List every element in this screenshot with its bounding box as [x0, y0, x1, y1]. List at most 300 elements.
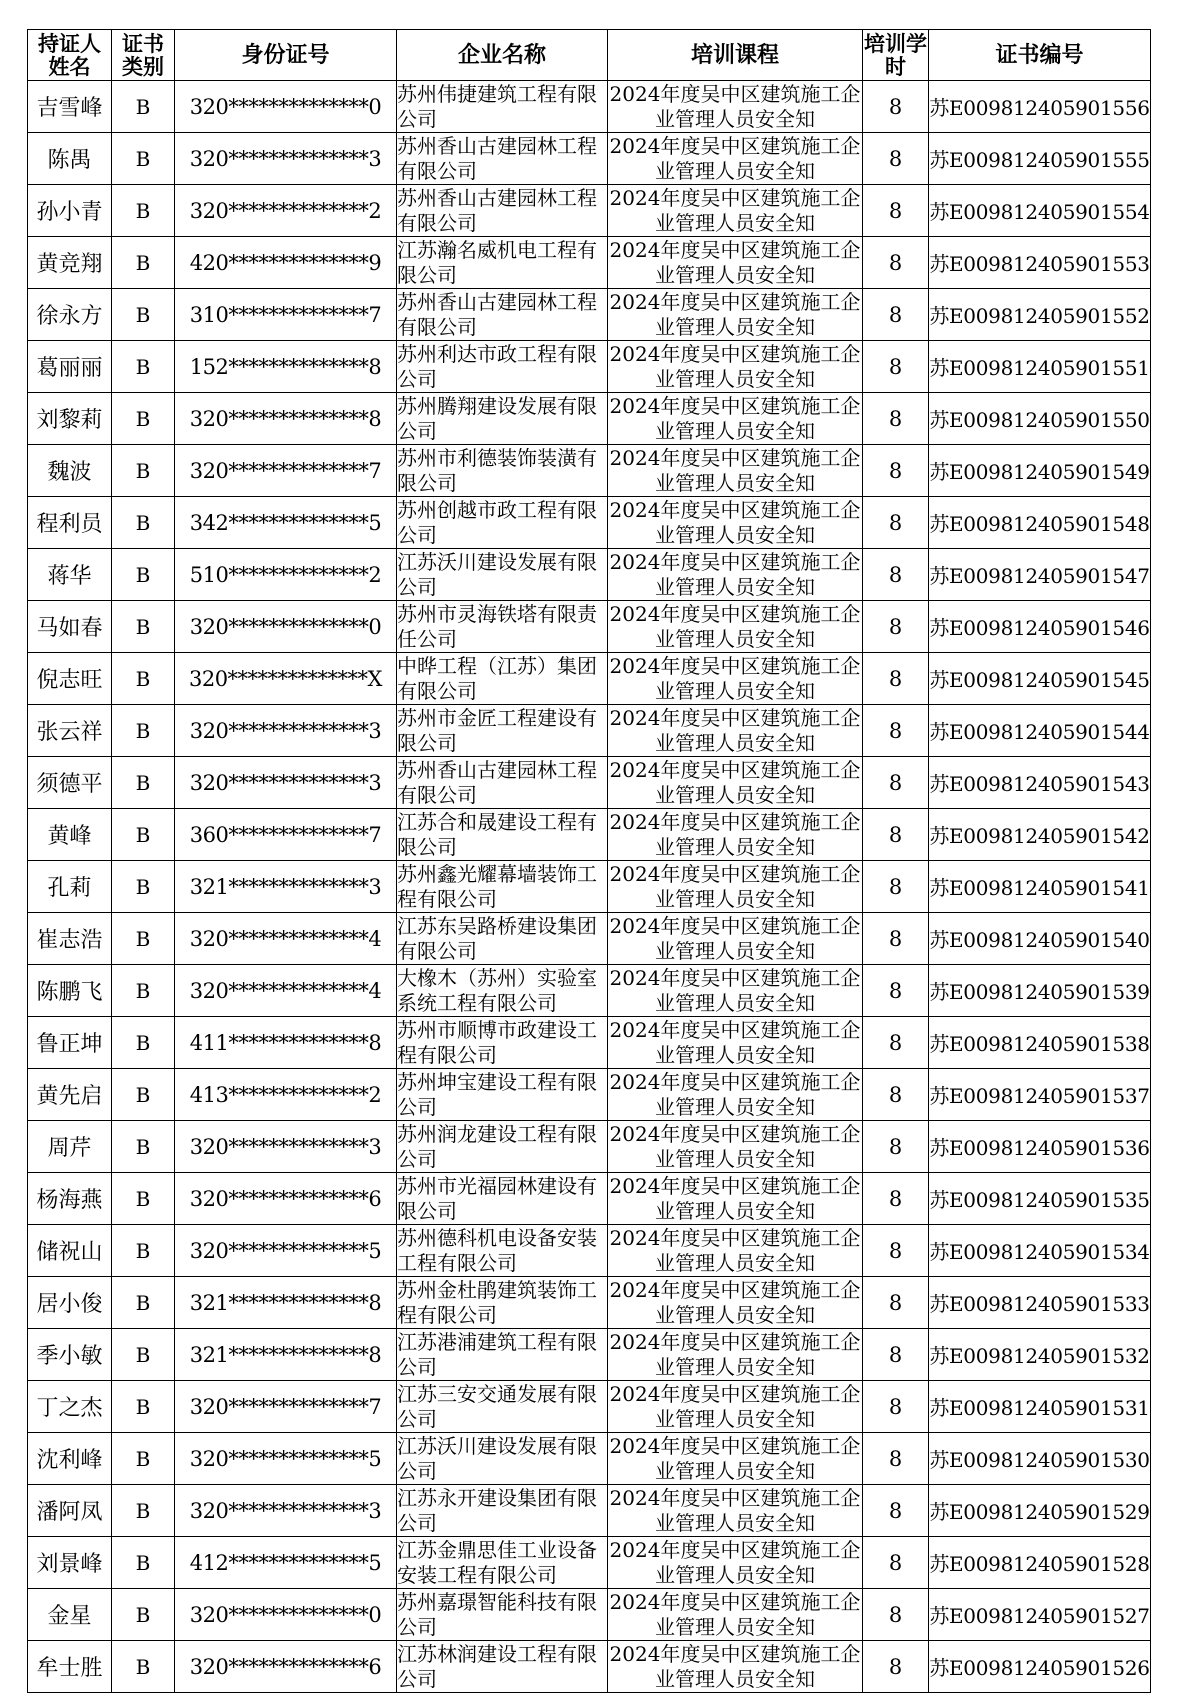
table-row: [28, 757, 1151, 809]
company-name-cell: [397, 809, 608, 861]
training-course-cell: [608, 1173, 863, 1225]
table-row: [28, 341, 1151, 393]
table-row: [28, 1017, 1151, 1069]
company-name-cell: [397, 497, 608, 549]
training-hours-cell: 8: [863, 861, 929, 913]
id-number-cell: 320**************X: [175, 653, 397, 705]
company-name-cell-text: 苏州腾翔建设发展有限公司: [397, 394, 597, 443]
holder-name-cell: 丁之杰: [28, 1381, 112, 1433]
cert-number-cell: 苏E009812405901554: [929, 185, 1151, 237]
company-name-cell: [397, 133, 608, 185]
training-course-cell-text: 2024年度吴中区建筑施工企业管理人员安全知: [609, 498, 861, 547]
training-hours-cell: 8: [863, 1017, 929, 1069]
company-name-cell: [397, 81, 608, 133]
company-name-cell-text: 苏州伟捷建筑工程有限公司: [397, 82, 597, 131]
id-number-cell: 320**************3: [175, 1485, 397, 1537]
training-course-cell: [608, 1121, 863, 1173]
id-number-cell: 320**************7: [175, 445, 397, 497]
company-name-cell-text: 大橡木（苏州）实验室系统工程有限公司: [397, 966, 597, 1015]
cert-type-cell: B: [112, 1017, 175, 1069]
training-hours-cell: 8: [863, 757, 929, 809]
cert-type-cell: B: [112, 1433, 175, 1485]
training-hours-cell: 8: [863, 809, 929, 861]
company-name-cell: [397, 341, 608, 393]
company-name-cell: [397, 1641, 608, 1693]
training-course-cell: [608, 965, 863, 1017]
holder-name-cell: 魏波: [28, 445, 112, 497]
cert-type-cell: B: [112, 549, 175, 601]
cert-type-cell: B: [112, 601, 175, 653]
table-row: [28, 81, 1151, 133]
id-number-cell: 360**************7: [175, 809, 397, 861]
training-course-cell-text: 2024年度吴中区建筑施工企业管理人员安全知: [609, 550, 861, 599]
company-name-cell: [397, 1225, 608, 1277]
cert-number-cell: 苏E009812405901530: [929, 1433, 1151, 1485]
company-name-cell-text: 苏州德科机电设备安装工程有限公司: [397, 1226, 597, 1275]
id-number-cell: 420**************9: [175, 237, 397, 289]
training-hours-cell: 8: [863, 1433, 929, 1485]
training-hours-cell: 8: [863, 653, 929, 705]
training-course-cell-text: 2024年度吴中区建筑施工企业管理人员安全知: [609, 706, 861, 755]
company-name-cell-text: 苏州市光福园林建设有限公司: [397, 1174, 597, 1223]
cert-number-cell: 苏E009812405901537: [929, 1069, 1151, 1121]
training-course-cell: [608, 549, 863, 601]
training-course-cell: [608, 1225, 863, 1277]
training-course-cell: [608, 81, 863, 133]
company-name-cell: [397, 1433, 608, 1485]
company-name-cell-text: 苏州利达市政工程有限公司: [397, 342, 597, 391]
training-hours-cell: 8: [863, 1381, 929, 1433]
cert-type-cell: B: [112, 1225, 175, 1277]
company-name-cell: [397, 1537, 608, 1589]
cert-number-cell: 苏E009812405901534: [929, 1225, 1151, 1277]
table-row: [28, 1589, 1151, 1641]
training-hours-cell: 8: [863, 1277, 929, 1329]
company-name-cell: [397, 1329, 608, 1381]
table-row: [28, 445, 1151, 497]
cert-number-cell: 苏E009812405901527: [929, 1589, 1151, 1641]
training-course-cell-text: 2024年度吴中区建筑施工企业管理人员安全知: [609, 1018, 861, 1067]
cert-number-cell: 苏E009812405901550: [929, 393, 1151, 445]
training-course-cell-text: 2024年度吴中区建筑施工企业管理人员安全知: [609, 1590, 861, 1639]
holder-name-cell: 周芹: [28, 1121, 112, 1173]
training-course-cell-text: 2024年度吴中区建筑施工企业管理人员安全知: [609, 1538, 861, 1587]
cert-type-cell: B: [112, 185, 175, 237]
cert-number-cell: 苏E009812405901532: [929, 1329, 1151, 1381]
company-name-cell: [397, 1017, 608, 1069]
training-course-cell: [608, 445, 863, 497]
holder-name-cell: 崔志浩: [28, 913, 112, 965]
holder-name-cell: 季小敏: [28, 1329, 112, 1381]
training-hours-cell: 8: [863, 601, 929, 653]
cert-number-cell: 苏E009812405901543: [929, 757, 1151, 809]
header-row: [28, 30, 1151, 81]
holder-name-cell: 牟士胜: [28, 1641, 112, 1693]
holder-name-cell: 金星: [28, 1589, 112, 1641]
company-name-cell-text: 苏州创越市政工程有限公司: [397, 498, 597, 547]
company-name-cell: [397, 757, 608, 809]
training-course-cell-text: 2024年度吴中区建筑施工企业管理人员安全知: [609, 394, 861, 443]
company-name-cell: [397, 1121, 608, 1173]
table-row: [28, 705, 1151, 757]
table-header: [28, 30, 1151, 81]
training-course-cell: [608, 185, 863, 237]
cert-number-cell: 苏E009812405901544: [929, 705, 1151, 757]
cert-number-cell: 苏E009812405901555: [929, 133, 1151, 185]
training-course-cell-text: 2024年度吴中区建筑施工企业管理人员安全知: [609, 446, 861, 495]
training-course-cell: [608, 705, 863, 757]
header-company-name: 企业名称: [397, 30, 608, 81]
id-number-cell: 320**************0: [175, 601, 397, 653]
company-name-cell-text: 苏州香山古建园林工程有限公司: [397, 290, 597, 339]
training-hours-cell: 8: [863, 497, 929, 549]
id-number-cell: 320**************3: [175, 705, 397, 757]
id-number-cell: 320**************2: [175, 185, 397, 237]
holder-name-cell: 刘景峰: [28, 1537, 112, 1589]
training-hours-cell: 8: [863, 1329, 929, 1381]
cert-type-cell: B: [112, 1641, 175, 1693]
table-row: [28, 393, 1151, 445]
table-row: [28, 1433, 1151, 1485]
company-name-cell: [397, 185, 608, 237]
cert-type-cell: B: [112, 133, 175, 185]
cert-type-cell: B: [112, 445, 175, 497]
id-number-cell: 411**************8: [175, 1017, 397, 1069]
cert-type-cell: B: [112, 861, 175, 913]
company-name-cell-text: 苏州金杜鹃建筑装饰工程有限公司: [397, 1278, 597, 1327]
company-name-cell-text: 江苏东吴路桥建设集团有限公司: [397, 914, 597, 963]
company-name-cell-text: 江苏三安交通发展有限公司: [397, 1382, 597, 1431]
cert-type-cell: B: [112, 497, 175, 549]
training-course-cell: [608, 653, 863, 705]
cert-type-cell: B: [112, 913, 175, 965]
training-hours-cell: 8: [863, 185, 929, 237]
cert-number-cell: 苏E009812405901551: [929, 341, 1151, 393]
holder-name-cell: 张云祥: [28, 705, 112, 757]
cert-number-cell: 苏E009812405901531: [929, 1381, 1151, 1433]
header-training-hours: 培训学时: [864, 31, 927, 79]
training-course-cell-text: 2024年度吴中区建筑施工企业管理人员安全知: [609, 1070, 861, 1119]
training-hours-cell: 8: [863, 133, 929, 185]
id-number-cell: 320**************4: [175, 965, 397, 1017]
training-course-cell-text: 2024年度吴中区建筑施工企业管理人员安全知: [609, 602, 861, 651]
training-course-cell-text: 2024年度吴中区建筑施工企业管理人员安全知: [609, 1278, 861, 1327]
company-name-cell: [397, 861, 608, 913]
company-name-cell: [397, 1277, 608, 1329]
cert-type-cell: B: [112, 757, 175, 809]
training-course-cell-text: 2024年度吴中区建筑施工企业管理人员安全知: [609, 290, 861, 339]
header-cert-number: 证书编号: [929, 30, 1151, 81]
training-hours-cell: 8: [863, 1069, 929, 1121]
company-name-cell: [397, 393, 608, 445]
training-hours-cell: 8: [863, 965, 929, 1017]
holder-name-cell: 葛丽丽: [28, 341, 112, 393]
holder-name-cell: 黄先启: [28, 1069, 112, 1121]
training-course-cell-text: 2024年度吴中区建筑施工企业管理人员安全知: [609, 186, 861, 235]
training-course-cell: [608, 341, 863, 393]
cert-number-cell: 苏E009812405901541: [929, 861, 1151, 913]
cert-number-cell: 苏E009812405901546: [929, 601, 1151, 653]
training-course-cell: [608, 861, 863, 913]
table-row: [28, 1329, 1151, 1381]
company-name-cell: [397, 549, 608, 601]
company-name-cell: [397, 913, 608, 965]
company-name-cell-text: 江苏合和晟建设工程有限公司: [397, 810, 597, 859]
training-course-cell: [608, 237, 863, 289]
training-hours-cell: 8: [863, 1485, 929, 1537]
training-course-cell: [608, 497, 863, 549]
training-hours-cell: 8: [863, 1225, 929, 1277]
holder-name-cell: 须德平: [28, 757, 112, 809]
training-hours-cell: 8: [863, 289, 929, 341]
training-course-cell: [608, 133, 863, 185]
cert-number-cell: 苏E009812405901535: [929, 1173, 1151, 1225]
holder-name-cell: 倪志旺: [28, 653, 112, 705]
header-cert-type: 证书类别: [112, 30, 175, 81]
table-row: [28, 913, 1151, 965]
id-number-cell: 321**************8: [175, 1329, 397, 1381]
company-name-cell: [397, 965, 608, 1017]
id-number-cell: 320**************0: [175, 81, 397, 133]
company-name-cell-text: 中晔工程（江苏）集团有限公司: [397, 654, 597, 703]
company-name-cell: [397, 1485, 608, 1537]
training-hours-cell: 8: [863, 393, 929, 445]
certificate-table: [27, 29, 1151, 1693]
id-number-cell: 413**************2: [175, 1069, 397, 1121]
id-number-cell: 320**************3: [175, 757, 397, 809]
cert-number-cell: 苏E009812405901556: [929, 81, 1151, 133]
cert-type-cell: B: [112, 1537, 175, 1589]
company-name-cell: [397, 601, 608, 653]
training-course-cell-text: 2024年度吴中区建筑施工企业管理人员安全知: [609, 758, 861, 807]
table-row: [28, 965, 1151, 1017]
company-name-cell-text: 苏州润龙建设工程有限公司: [397, 1122, 597, 1171]
training-hours-cell: 8: [863, 341, 929, 393]
cert-type-cell: B: [112, 237, 175, 289]
holder-name-cell: 孔莉: [28, 861, 112, 913]
cert-number-cell: 苏E009812405901545: [929, 653, 1151, 705]
id-number-cell: 320**************7: [175, 1381, 397, 1433]
holder-name-cell: 徐永方: [28, 289, 112, 341]
training-course-cell: [608, 1589, 863, 1641]
cert-number-cell: 苏E009812405901533: [929, 1277, 1151, 1329]
cert-type-cell: B: [112, 1069, 175, 1121]
cert-number-cell: 苏E009812405901539: [929, 965, 1151, 1017]
holder-name-cell: 储祝山: [28, 1225, 112, 1277]
training-course-cell-text: 2024年度吴中区建筑施工企业管理人员安全知: [609, 1486, 861, 1535]
table-row: [28, 809, 1151, 861]
holder-name-cell: 吉雪峰: [28, 81, 112, 133]
company-name-cell-text: 江苏港浦建筑工程有限公司: [397, 1330, 597, 1379]
cert-type-cell: B: [112, 1121, 175, 1173]
holder-name-cell: 黄峰: [28, 809, 112, 861]
training-hours-cell: 8: [863, 445, 929, 497]
training-course-cell: [608, 913, 863, 965]
cert-type-cell: B: [112, 1485, 175, 1537]
table-row: [28, 133, 1151, 185]
table-row: [28, 549, 1151, 601]
company-name-cell-text: 江苏金鼎思佳工业设备安装工程有限公司: [397, 1538, 597, 1587]
table-row: [28, 497, 1151, 549]
company-name-cell-text: 苏州香山古建园林工程有限公司: [397, 134, 597, 183]
table-row: [28, 237, 1151, 289]
company-name-cell-text: 苏州市金匠工程建设有限公司: [397, 706, 597, 755]
cert-number-cell: 苏E009812405901552: [929, 289, 1151, 341]
training-course-cell-text: 2024年度吴中区建筑施工企业管理人员安全知: [609, 82, 861, 131]
cert-type-cell: B: [112, 289, 175, 341]
cert-number-cell: 苏E009812405901536: [929, 1121, 1151, 1173]
holder-name-cell: 沈利峰: [28, 1433, 112, 1485]
cert-type-cell: B: [112, 653, 175, 705]
training-course-cell-text: 2024年度吴中区建筑施工企业管理人员安全知: [609, 1382, 861, 1431]
company-name-cell-text: 苏州鑫光耀幕墙装饰工程有限公司: [397, 862, 597, 911]
cert-number-cell: 苏E009812405901526: [929, 1641, 1151, 1693]
table-row: [28, 185, 1151, 237]
id-number-cell: 320**************3: [175, 133, 397, 185]
company-name-cell: [397, 653, 608, 705]
training-course-cell-text: 2024年度吴中区建筑施工企业管理人员安全知: [609, 914, 861, 963]
training-course-cell-text: 2024年度吴中区建筑施工企业管理人员安全知: [609, 1642, 861, 1691]
table-row: [28, 1381, 1151, 1433]
cert-type-cell: B: [112, 809, 175, 861]
company-name-cell: [397, 705, 608, 757]
training-course-cell: [608, 289, 863, 341]
table-row: [28, 601, 1151, 653]
training-hours-cell: 8: [863, 237, 929, 289]
training-hours-cell: 8: [863, 1537, 929, 1589]
training-course-cell-text: 2024年度吴中区建筑施工企业管理人员安全知: [609, 238, 861, 287]
table-row: [28, 1121, 1151, 1173]
company-name-cell: [397, 237, 608, 289]
company-name-cell: [397, 1173, 608, 1225]
holder-name-cell: 陈禺: [28, 133, 112, 185]
holder-name-cell: 刘黎莉: [28, 393, 112, 445]
training-course-cell-text: 2024年度吴中区建筑施工企业管理人员安全知: [609, 1226, 861, 1275]
id-number-cell: 320**************3: [175, 1121, 397, 1173]
cert-number-cell: 苏E009812405901540: [929, 913, 1151, 965]
holder-name-cell: 杨海燕: [28, 1173, 112, 1225]
company-name-cell-text: 苏州香山古建园林工程有限公司: [397, 758, 597, 807]
training-course-cell-text: 2024年度吴中区建筑施工企业管理人员安全知: [609, 1330, 861, 1379]
id-number-cell: 320**************6: [175, 1641, 397, 1693]
training-hours-cell: 8: [863, 913, 929, 965]
training-hours-cell: 8: [863, 1121, 929, 1173]
table-row: [28, 289, 1151, 341]
cert-number-cell: 苏E009812405901549: [929, 445, 1151, 497]
table-row: [28, 653, 1151, 705]
cert-number-cell: 苏E009812405901548: [929, 497, 1151, 549]
cert-number-cell: 苏E009812405901553: [929, 237, 1151, 289]
company-name-cell-text: 江苏永开建设集团有限公司: [397, 1486, 597, 1535]
id-number-cell: 310**************7: [175, 289, 397, 341]
training-course-cell: [608, 601, 863, 653]
company-name-cell-text: 苏州市利德装饰装潢有限公司: [397, 446, 597, 495]
id-number-cell: 320**************6: [175, 1173, 397, 1225]
company-name-cell: [397, 445, 608, 497]
company-name-cell-text: 江苏林润建设工程有限公司: [397, 1642, 597, 1691]
cert-number-cell: 苏E009812405901528: [929, 1537, 1151, 1589]
training-course-cell: [608, 1641, 863, 1693]
holder-name-cell: 蒋华: [28, 549, 112, 601]
company-name-cell-text: 苏州市顺博市政建设工程有限公司: [397, 1018, 597, 1067]
holder-name-cell: 程利员: [28, 497, 112, 549]
id-number-cell: 510**************2: [175, 549, 397, 601]
cert-type-cell: B: [112, 1277, 175, 1329]
training-course-cell: [608, 1537, 863, 1589]
training-course-cell-text: 2024年度吴中区建筑施工企业管理人员安全知: [609, 810, 861, 859]
training-course-cell-text: 2024年度吴中区建筑施工企业管理人员安全知: [609, 1434, 861, 1483]
training-course-cell-text: 2024年度吴中区建筑施工企业管理人员安全知: [609, 1174, 861, 1223]
training-course-cell-text: 2024年度吴中区建筑施工企业管理人员安全知: [609, 134, 861, 183]
company-name-cell-text: 苏州嘉璟智能科技有限公司: [397, 1590, 597, 1639]
table-row: [28, 1277, 1151, 1329]
training-course-cell-text: 2024年度吴中区建筑施工企业管理人员安全知: [609, 966, 861, 1015]
training-hours-cell: 8: [863, 1589, 929, 1641]
holder-name-cell: 鲁正坤: [28, 1017, 112, 1069]
id-number-cell: 320**************4: [175, 913, 397, 965]
cert-type-cell: B: [112, 81, 175, 133]
header-id-number: 身份证号: [175, 30, 397, 81]
id-number-cell: 152**************8: [175, 341, 397, 393]
training-course-cell: [608, 1017, 863, 1069]
id-number-cell: 320**************5: [175, 1433, 397, 1485]
table-row: [28, 1173, 1151, 1225]
table-row: [28, 1225, 1151, 1277]
id-number-cell: 321**************8: [175, 1277, 397, 1329]
training-course-cell: [608, 809, 863, 861]
training-course-cell: [608, 1277, 863, 1329]
company-name-cell: [397, 1589, 608, 1641]
company-name-cell-text: 江苏沃川建设发展有限公司: [397, 550, 597, 599]
header-training-course: 培训课程: [608, 30, 863, 81]
holder-name-cell: 马如春: [28, 601, 112, 653]
id-number-cell: 320**************8: [175, 393, 397, 445]
cert-type-cell: B: [112, 1589, 175, 1641]
table-row: [28, 1537, 1151, 1589]
company-name-cell: [397, 289, 608, 341]
holder-name-cell: 陈鹏飞: [28, 965, 112, 1017]
training-course-cell: [608, 1485, 863, 1537]
training-hours-cell: 8: [863, 549, 929, 601]
cert-type-cell: B: [112, 1173, 175, 1225]
company-name-cell-text: 苏州坤宝建设工程有限公司: [397, 1070, 597, 1119]
cert-number-cell: 苏E009812405901547: [929, 549, 1151, 601]
holder-name-cell: 居小俊: [28, 1277, 112, 1329]
training-course-cell: [608, 1069, 863, 1121]
company-name-cell: [397, 1069, 608, 1121]
training-course-cell: [608, 757, 863, 809]
holder-name-cell: 潘阿凤: [28, 1485, 112, 1537]
holder-name-cell: 黄竞翔: [28, 237, 112, 289]
training-course-cell: [608, 393, 863, 445]
training-course-cell-text: 2024年度吴中区建筑施工企业管理人员安全知: [609, 654, 861, 703]
training-course-cell-text: 2024年度吴中区建筑施工企业管理人员安全知: [609, 342, 861, 391]
training-hours-cell: 8: [863, 81, 929, 133]
company-name-cell: [397, 1381, 608, 1433]
cert-type-cell: B: [112, 393, 175, 445]
table-row: [28, 861, 1151, 913]
cert-number-cell: 苏E009812405901542: [929, 809, 1151, 861]
cert-type-cell: B: [112, 705, 175, 757]
table-body: [28, 81, 1151, 1693]
cert-type-cell: B: [112, 965, 175, 1017]
holder-name-cell: 孙小青: [28, 185, 112, 237]
id-number-cell: 320**************5: [175, 1225, 397, 1277]
id-number-cell: 412**************5: [175, 1537, 397, 1589]
training-course-cell-text: 2024年度吴中区建筑施工企业管理人员安全知: [609, 862, 861, 911]
id-number-cell: 321**************3: [175, 861, 397, 913]
training-course-cell: [608, 1381, 863, 1433]
